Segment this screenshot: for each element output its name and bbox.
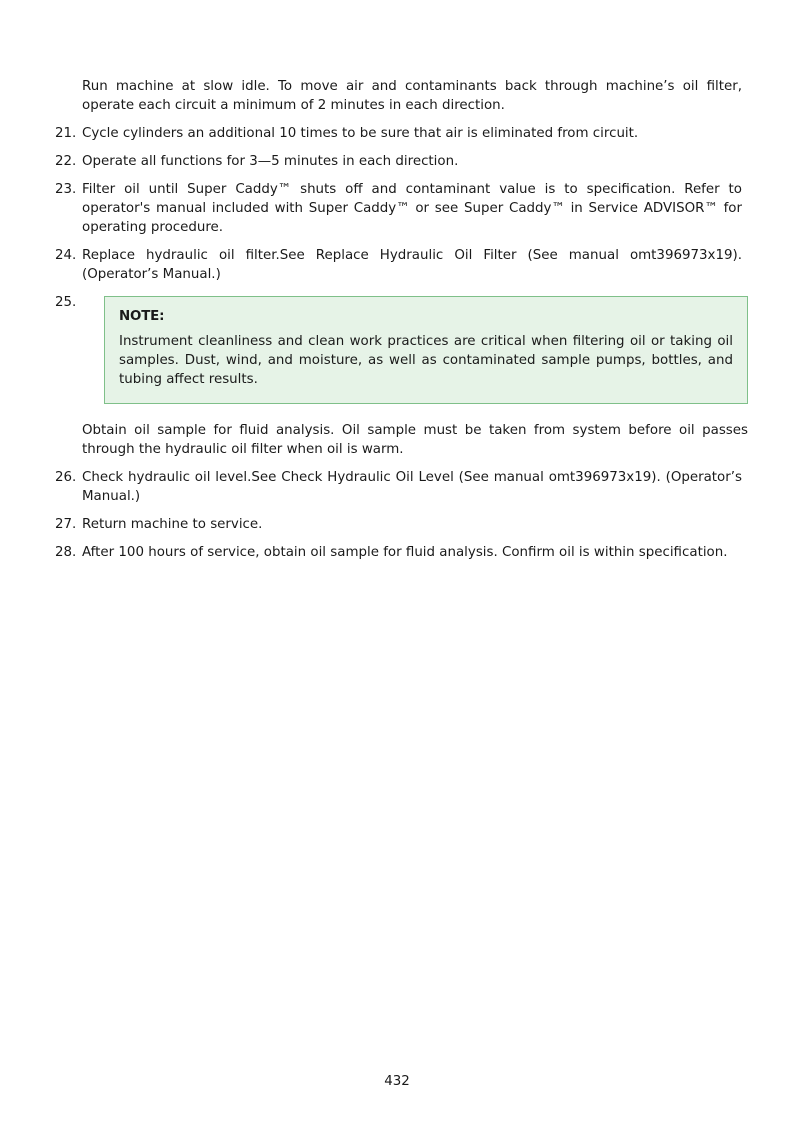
step-number: 23. [55, 182, 77, 197]
note-title: NOTE: [119, 309, 165, 324]
step-text: Obtain oil sample for fluid analysis. Oil sample must be taken from system before oil passes through the hydraulic oil filter when oil is warm. [82, 423, 748, 457]
step-number: 25. [55, 295, 77, 310]
page-number: 432 [384, 1074, 410, 1089]
step-text: Operate all functions for 3—5 minutes in each direction. [82, 154, 459, 169]
step-27 [55, 515, 742, 534]
step-text: Filter oil until Super Caddy™ shuts off and contaminant value is to specification. Refer to operator's manual included with Super Caddy™ or see Super Caddy™ in Service ADVISOR™ for operating procedure. [82, 182, 742, 235]
step-number: 21. [55, 126, 77, 141]
note-text: Instrument cleanliness and clean work practices are critical when filtering oil or taking oil samples. Dust, wind, and moisture, as well as contaminated sample pumps, bottles, and tubing affect results. [119, 334, 733, 387]
procedure-content [55, 77, 748, 571]
step-26 [55, 468, 742, 506]
step-body [82, 293, 748, 459]
step-28 [55, 543, 742, 562]
step-text: Replace hydraulic oil filter.See Replace Hydraulic Oil Filter (See manual omt396973x19). (Operator’s Manual.) [82, 248, 742, 282]
note-box [104, 296, 748, 404]
intro-paragraph: Run machine at slow idle. To move air and contaminants back through machine’s oil filter, operate each circuit a minimum of 2 minutes in each direction. [82, 79, 742, 113]
step-24 [55, 246, 742, 284]
step-text: Cycle cylinders an additional 10 times to be sure that air is eliminated from circuit. [82, 126, 639, 141]
step-number: 27. [55, 517, 77, 532]
step-number: 22. [55, 154, 77, 169]
step-text: After 100 hours of service, obtain oil sample for fluid analysis. Confirm oil is within specification. [82, 545, 728, 560]
step-text: Return machine to service. [82, 517, 263, 532]
step-number: 24. [55, 248, 77, 263]
step-number: 26. [55, 470, 77, 485]
step-21 [55, 124, 742, 143]
step-text: Check hydraulic oil level.See Check Hydraulic Oil Level (See manual omt396973x19). (Operator’s Manual.) [82, 470, 742, 504]
step-number: 28. [55, 545, 77, 560]
step-23 [55, 180, 742, 237]
step-22 [55, 152, 742, 171]
step-25 [55, 293, 748, 459]
